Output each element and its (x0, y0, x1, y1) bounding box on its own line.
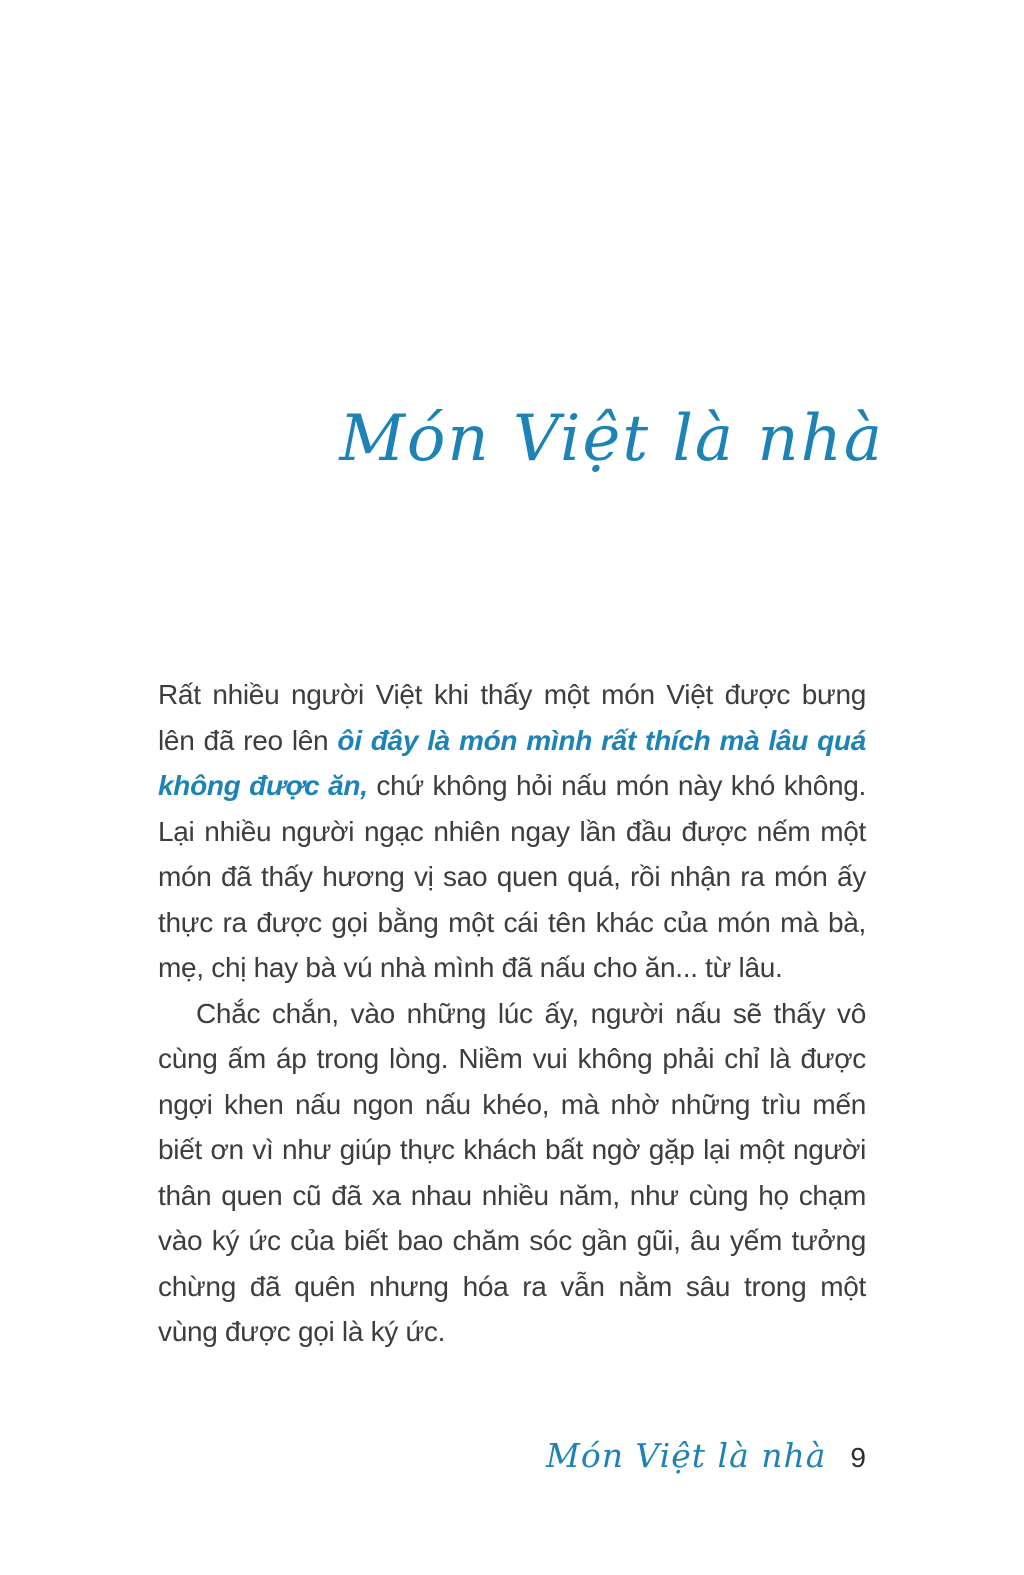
text-run: Chắc chắn, vào những lúc ấy, người nấu sẽ thấy vô cùng ấm áp trong lòng. Niềm vui không phải chỉ là được ngợi khen nấu ngon nấu khéo, mà nhờ những trìu mến biết ơn vì như giúp thực khách bất ngờ gặp lại một người thân quen cũ đã xa nhau nhiều năm, như cùng họ chạm vào ký ức của biết bao chăm sóc gần gũi, âu yếm tưởng chừng đã quên nhưng hóa ra vẫn nằm sâu trong một vùng được gọi là ký ức. (158, 997, 866, 1347)
body-text (158, 672, 866, 1355)
page-number: 9 (850, 1442, 866, 1473)
chapter-title: Món Việt là nhà (339, 402, 884, 476)
text-run: Rất nhiều người Việt khi thấy một món Việt được bưng lên đã reo lên (158, 679, 866, 756)
emphasis-run: ôi đây là món mình rất thích mà lâu quá không được ăn, (158, 724, 866, 801)
paragraph (158, 991, 866, 1355)
page-footer (546, 1436, 866, 1475)
running-footer-title: Món Việt là nhà (546, 1436, 827, 1475)
text-run: chứ không hỏi nấu món này khó không. Lại nhiều người ngạc nhiên ngay lần đầu được nếm một món đã thấy hương vị sao quen quá, rồi nhận ra món ấy thực ra được gọi bằng một cái tên khác của món mà bà, mẹ, chị hay bà vú nhà mình đã nấu cho ăn... từ lâu. (158, 770, 866, 983)
paragraph (158, 672, 866, 991)
